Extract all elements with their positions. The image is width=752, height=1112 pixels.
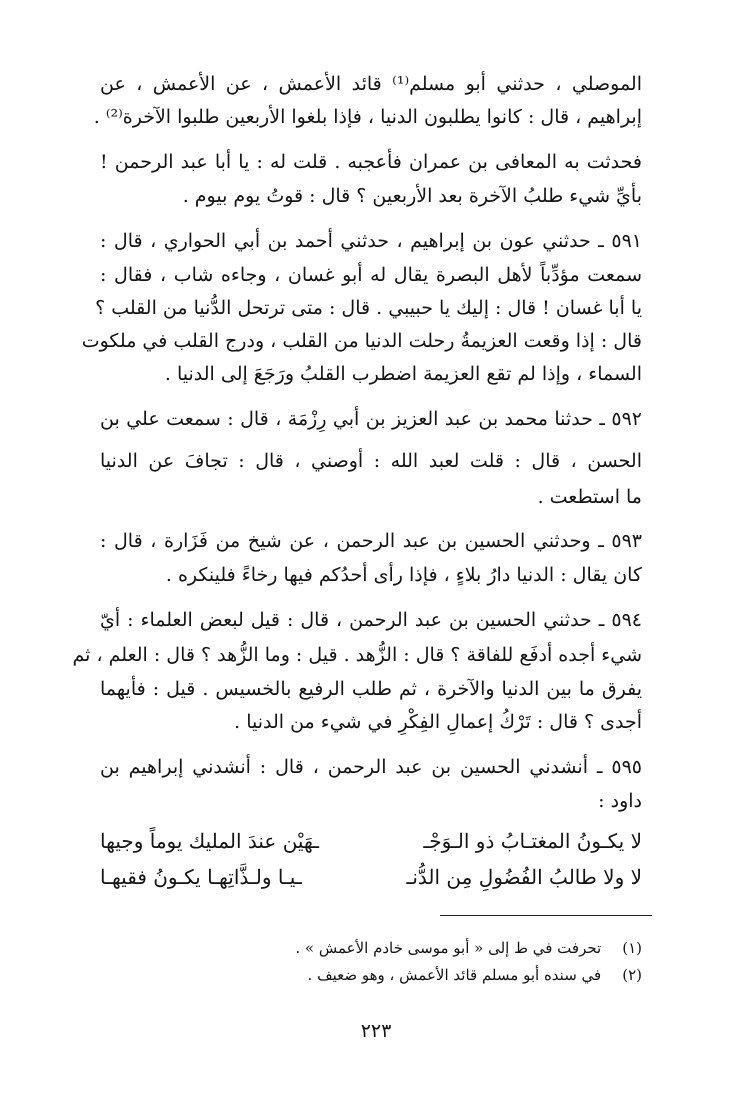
- text-line: الحسن ، قال : قلت لعبد الله : أوصني ، قال : تجافَ عن الدنيا: [100, 450, 642, 472]
- footnote: [100, 964, 642, 986]
- poem-hemistich-first: لا ولا طالبُ الفُضُولِ مِن الدُّنـ: [406, 865, 642, 889]
- text-line: داود :: [598, 790, 642, 812]
- text-line: ٥٩١ ـ حدثني عون بن إبراهيم ، حدثني أحمد بن أبي الحواري ، قال :: [100, 230, 642, 252]
- poem-hemistich-second: ـيـا ولـذَّاتِهـا يكـونُ فقيهـا: [100, 865, 302, 889]
- poem-hemistich-second: ـهَيْن عندَ المليك يوماً وجيها: [100, 829, 320, 853]
- text-line: بأيِّ شيء طلبُ الآخرة بعد الأربعين ؟ قال : قوتُ يوم بيوم .: [182, 185, 642, 207]
- text-line: يفرق ما بين الدنيا والآخرة ، ثم طلب الرفيع بالخسيس . قيل : فأيهما: [100, 678, 642, 700]
- text-line: إبراهيم ، قال : كانوا يطلبون الدنيا ، فإذا بلغوا الأربعين طلبوا الآخرة⁽²⁾ .: [93, 106, 642, 128]
- text-line: السماء ، وإذا لم تقع العزيمة اضطرب القلبُ ورَجَعَ إلى الدنيا .: [164, 363, 642, 385]
- text-line: يا أبا غسان ! قال : إليك يا حبيبي . قال : متى ترتحل الدُّنيا من القلب ؟: [95, 297, 642, 319]
- footnote-divider: [440, 915, 652, 916]
- poem-hemistich-first: لا يكـونُ المغتـابُ ذو الـوَجْـ: [423, 829, 642, 853]
- page-number: ٢٢٣: [360, 1020, 392, 1042]
- text-line: ما استطعت .: [537, 486, 642, 508]
- text-line: أجدى ؟ قال : تَرْكُ إعمالِ الفِكْرِ في شيء من الدنيا .: [234, 711, 642, 733]
- text-line: فحدثت به المعافى بن عمران فأعجبه . قلت له : يا أبا عبد الرحمن !: [100, 151, 642, 173]
- text-line: كان يقال : الدنيا دارُ بلاءٍ ، فإذا رأى أحدُكم فيها رخاءً فلينكره .: [165, 564, 642, 586]
- footnote-number: (١): [622, 939, 642, 957]
- text-line: ٥٩٣ ـ وحدثني الحسين بن عبد الرحمن ، عن شيخ من فَزَارة ، قال :: [100, 530, 642, 552]
- text-line: سمعت مؤدِّباً لأهل البصرة يقال له أبو غسان ، وجاءه شاب ، فقال :: [100, 264, 642, 286]
- text-line: ٥٩٤ ـ حدثني الحسين بن عبد الرحمن ، قال : قيل لبعض العلماء : أيّ: [100, 609, 642, 631]
- text-line: ٥٩٥ ـ أنشدني الحسين بن عبد الرحمن ، قال : أنشدني إبراهيم بن: [100, 756, 642, 778]
- footnote-number: (٢): [622, 966, 642, 984]
- text-line: شيء أجده أدفَع للفاقة ؟ قال : الزُّهد . قيل : وما الزُّهد ؟ قال : العلم ، ثم: [72, 644, 642, 666]
- footnote-text: في سنده أبو مسلم قائد الأعمش ، وهو ضعيف .: [307, 966, 602, 984]
- footnote: [100, 937, 642, 959]
- text-line: قال : إذا وقعت العزيمةُ رحلت الدنيا من القلب ، ودرج القلب في ملكوت: [81, 330, 642, 352]
- text-line: ٥٩٢ ـ حدثنا محمد بن عبد العزيز بن أبي رِزْمَة ، قال : سمعت علي بن: [100, 408, 642, 430]
- footnote-text: تحرفت في ط إلى « أبو موسى خادم الأعمش » .: [295, 939, 602, 957]
- text-line: الموصلي ، حدثني أبو مسلم⁽¹⁾ قائد الأعمش ، عن الأعمش ، عن: [100, 73, 642, 95]
